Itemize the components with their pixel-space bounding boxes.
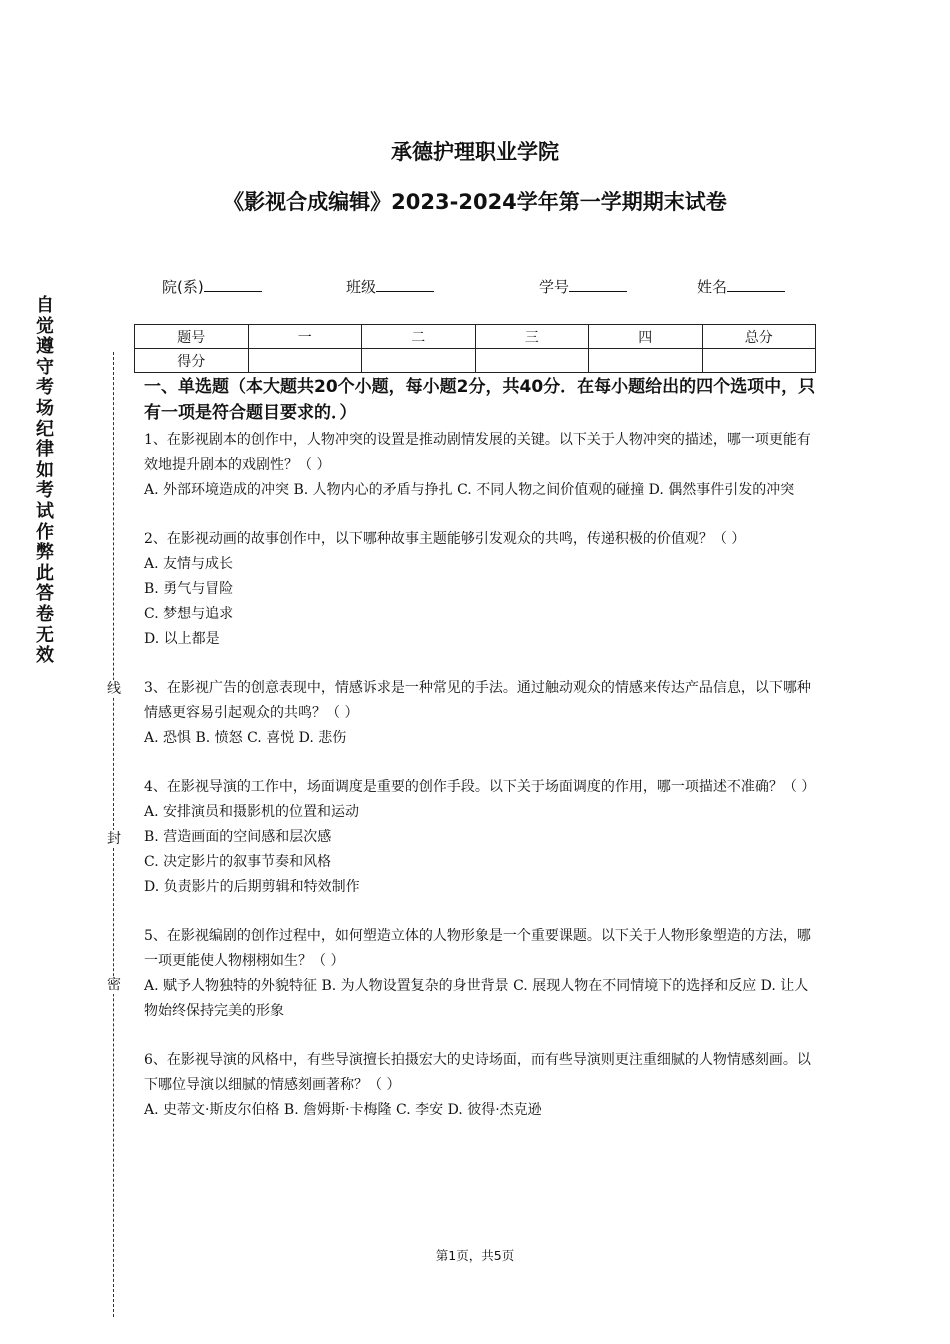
department-blank[interactable] <box>204 277 262 292</box>
question-5 <box>144 924 820 1024</box>
question-option: D. 以上都是 <box>144 631 220 647</box>
name-blank[interactable] <box>727 277 785 292</box>
binding-label-xian: 线 <box>107 681 121 697</box>
score-header-cell: 题号 <box>135 325 249 349</box>
score-table-score-row <box>135 349 816 373</box>
question-4 <box>144 775 820 900</box>
question-stem: 6、在影视导演的风格中，有些导演擅长拍摄宏大的史诗场面，而有些导演则更注重细腻的人物情感刻画。以下哪位导演以细腻的情感刻画著称？（ ） <box>144 1052 811 1093</box>
score-header-cell: 总分 <box>702 325 816 349</box>
score-header-cell: 四 <box>589 325 703 349</box>
department-field[interactable] <box>162 276 262 297</box>
score-row-label: 得分 <box>135 349 249 373</box>
question-stem: 1、在影视剧本的创作中，人物冲突的设置是推动剧情发展的关键。以下关于人物冲突的描述，哪一项更能有效地提升剧本的戏剧性？（ ） <box>144 432 811 473</box>
notice-char: 无 <box>36 624 54 646</box>
score-cell[interactable] <box>589 349 703 373</box>
score-table <box>134 324 816 373</box>
question-option: C. 决定影片的叙事节奏和风格 <box>144 854 332 870</box>
notice-char: 卷 <box>36 603 54 625</box>
score-table-header-row <box>135 325 816 349</box>
question-2 <box>144 527 820 652</box>
question-option: B. 勇气与冒险 <box>144 581 234 597</box>
question-stem: 4、在影视导演的工作中，场面调度是重要的创作手段。以下关于场面调度的作用，哪一项描述不准确？（ ） <box>144 779 816 795</box>
school-title: 承德护理职业学院 <box>391 140 559 164</box>
notice-char: 场 <box>36 397 54 419</box>
notice-char: 守 <box>36 356 54 378</box>
name-field[interactable] <box>697 276 785 297</box>
score-cell[interactable] <box>702 349 816 373</box>
notice-char: 自 <box>36 295 54 316</box>
department-label: 院(系) <box>162 278 204 296</box>
score-cell[interactable] <box>362 349 476 373</box>
question-6 <box>144 1048 820 1123</box>
question-stem: 2、在影视动画的故事创作中，以下哪种故事主题能够引发观众的共鸣，传递积极的价值观？（ ） <box>144 531 746 547</box>
class-field[interactable] <box>346 276 434 297</box>
exam-content <box>144 374 820 1123</box>
notice-char: 答 <box>36 583 54 605</box>
notice-char: 试 <box>36 500 54 522</box>
student-id-blank[interactable] <box>569 277 627 292</box>
student-id-field[interactable] <box>539 276 627 297</box>
question-option: D. 负责影片的后期剪辑和特效制作 <box>144 879 360 895</box>
question-option: A. 外部环境造成的冲突 B. 人物内心的矛盾与挣扎 C. 不同人物之间价值观的碰撞 D. 偶然事件引发的冲突 <box>144 482 795 498</box>
exam-title: 《影视合成编辑》2023-2024学年第一学期期末试卷 <box>223 190 727 214</box>
question-option: A. 赋予人物独特的外貌特征 B. 为人物设置复杂的身世背景 C. 展现人物在不同情境下的选择和反应 D. 让人物始终保持完美的形象 <box>144 978 809 1019</box>
class-blank[interactable] <box>376 277 434 292</box>
notice-char: 此 <box>36 562 54 584</box>
question-option: A. 史蒂文·斯皮尔伯格 B. 詹姆斯·卡梅隆 C. 李安 D. 彼得·杰克逊 <box>144 1102 542 1118</box>
question-3 <box>144 676 820 751</box>
notice-char: 作 <box>36 521 54 543</box>
question-option: A. 友情与成长 <box>144 556 234 572</box>
notice-char: 觉 <box>36 315 54 337</box>
score-cell[interactable] <box>475 349 589 373</box>
binding-label-mi: 密 <box>107 977 121 993</box>
name-label: 姓名 <box>697 278 728 296</box>
question-option: C. 梦想与追求 <box>144 606 234 622</box>
score-header-cell: 三 <box>475 325 589 349</box>
binding-label-feng: 封 <box>107 831 121 847</box>
student-id-label: 学号 <box>539 278 570 296</box>
score-header-cell: 一 <box>248 325 362 349</box>
question-option: B. 营造画面的空间感和层次感 <box>144 829 332 845</box>
question-option: A. 安排演员和摄影机的位置和运动 <box>144 804 360 820</box>
notice-char: 考 <box>36 480 54 502</box>
notice-char: 律 <box>36 439 54 461</box>
question-stem: 5、在影视编剧的创作过程中，如何塑造立体的人物形象是一个重要课题。以下关于人物形象塑造的方法，哪一项更能使人物栩栩如生？（ ） <box>144 928 811 969</box>
notice-char: 考 <box>36 377 54 399</box>
notice-char: 效 <box>36 645 54 667</box>
section-heading: 一、单选题（本大题共20个小题，每小题2分，共40分．在每小题给出的四个选项中，只有一项是符合题目要求的．） <box>144 377 816 423</box>
question-option: A. 恐惧 B. 愤怒 C. 喜悦 D. 悲伤 <box>144 730 347 746</box>
question-stem: 3、在影视广告的创意表现中，情感诉求是一种常见的手法。通过触动观众的情感来传达产品信息，以下哪种情感更容易引起观众的共鸣？（ ） <box>144 680 811 721</box>
notice-char: 遵 <box>36 336 54 358</box>
score-cell[interactable] <box>248 349 362 373</box>
notice-char: 弊 <box>36 542 54 564</box>
notice-char: 纪 <box>36 418 54 440</box>
score-header-cell: 二 <box>362 325 476 349</box>
notice-char: 如 <box>36 459 54 481</box>
page-footer: 第1页，共5页 <box>435 1248 515 1263</box>
question-1 <box>144 428 820 503</box>
class-label: 班级 <box>346 278 377 296</box>
exam-discipline-notice <box>34 296 56 667</box>
